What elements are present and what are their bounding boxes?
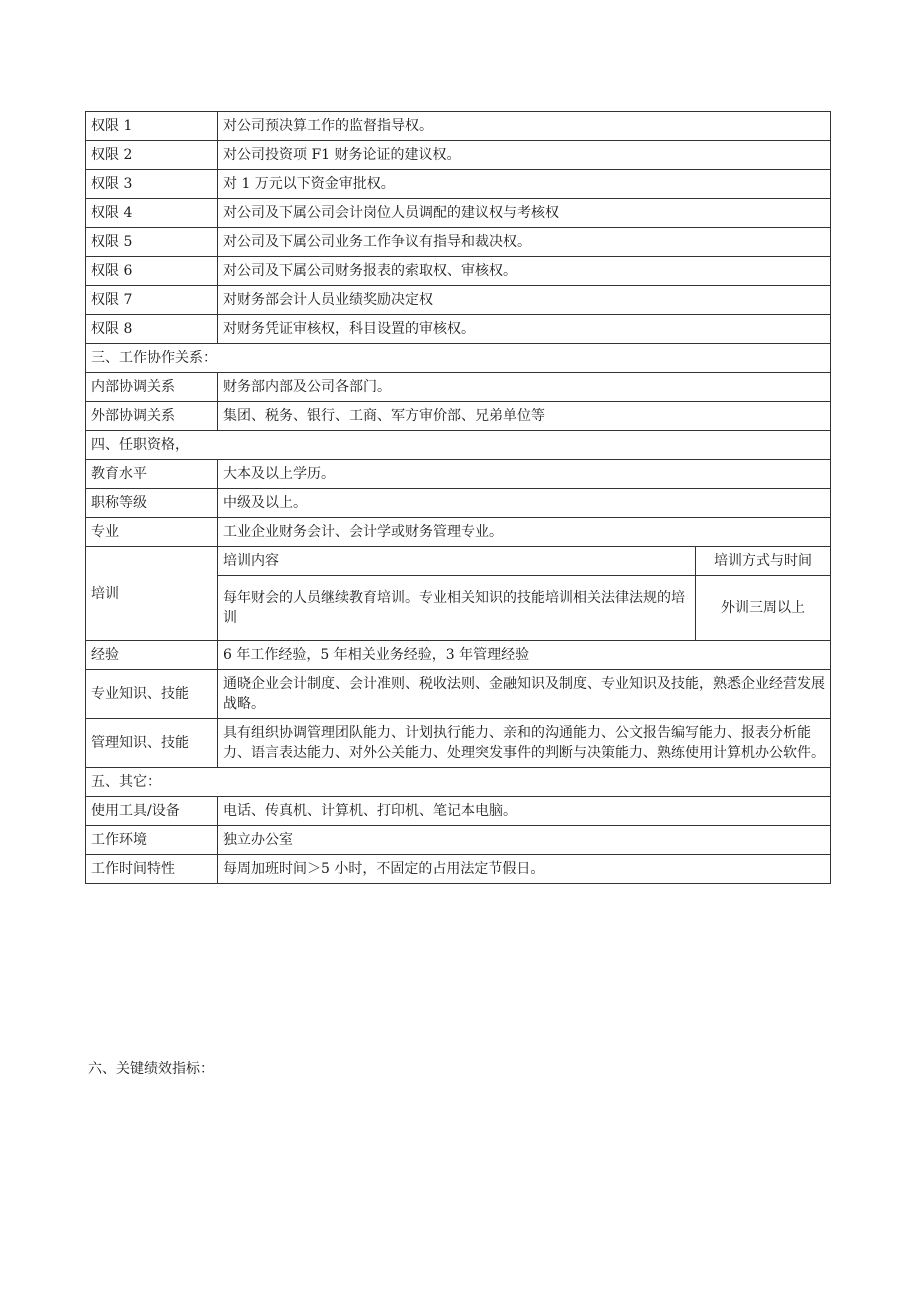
internal-coordination-text: 财务部内部及公司各部门。 [218,373,831,402]
permission-label: 权限 1 [86,112,218,141]
section-heading-row [86,768,831,797]
major-label: 专业 [86,518,218,547]
qualification-row [86,641,831,670]
education-text: 大本及以上学历。 [218,460,831,489]
qualification-row [86,460,831,489]
training-body-row [218,576,830,641]
permission-text: 对公司及下属公司财务报表的索取权、审核权。 [218,257,831,286]
management-skills-label: 管理知识、技能 [86,719,218,768]
permission-text: 对公司预决算工作的监督指导权。 [218,112,831,141]
permission-text: 对公司投资项 F1 财务论证的建议权。 [218,141,831,170]
title-level-label: 职称等级 [86,489,218,518]
section-heading-row [86,431,831,460]
professional-skills-label: 专业知识、技能 [86,670,218,719]
permission-text: 对财务凭证审核权，科目设置的审核权。 [218,315,831,344]
permission-row [86,170,831,199]
permission-text: 对 1 万元以下资金审批权。 [218,170,831,199]
permission-row [86,141,831,170]
work-environment-text: 独立办公室 [218,826,831,855]
permission-row [86,257,831,286]
permission-row [86,228,831,257]
tools-text: 电话、传真机、计算机、打印机、笔记本电脑。 [218,797,831,826]
qualification-row [86,719,831,768]
title-level-text: 中级及以上。 [218,489,831,518]
other-row [86,826,831,855]
coordination-row [86,402,831,431]
qualification-row [86,518,831,547]
section-6-title: 六、关键绩效指标： [88,1061,214,1077]
training-content: 每年财会的人员继续教育培训。专业相关知识的技能培训相关法律法规的培训 [223,590,685,626]
experience-text: 6 年工作经验，5 年相关业务经验，3 年管理经验 [218,641,831,670]
external-coordination-label: 外部协调关系 [86,402,218,431]
other-row [86,855,831,884]
permission-row [86,315,831,344]
permission-label: 权限 2 [86,141,218,170]
permission-label: 权限 4 [86,199,218,228]
permission-text: 对公司及下属公司会计岗位人员调配的建议权与考核权 [218,199,831,228]
training-subtable [218,547,830,640]
work-time-text: 每周加班时间＞5 小时，不固定的占用法定节假日。 [218,855,831,884]
section-heading-row [86,344,831,373]
training-details [218,547,831,641]
qualification-row [86,670,831,719]
work-environment-label: 工作环境 [86,826,218,855]
other-row [86,797,831,826]
tools-label: 使用工具/设备 [86,797,218,826]
permission-label: 权限 8 [86,315,218,344]
permission-row [86,199,831,228]
training-method: 外训三周以上 [696,576,831,641]
permission-text: 对财务部会计人员业绩奖励决定权 [218,286,831,315]
coordination-row [86,373,831,402]
management-skills-text: 具有组织协调管理团队能力、计划执行能力、亲和的沟通能力、公文报告编写能力、报表分析能力、语言表达能力、对外公关能力、处理突发事件的判断与决策能力、熟练使用计算机办公软件。 [218,719,831,768]
section-3-title: 三、工作协作关系： [86,344,831,373]
professional-skills-text: 通晓企业会计制度、会计准则、税收法则、金融知识及制度、专业知识及技能，熟悉企业经营发展战略。 [218,670,831,719]
training-label: 培训 [86,547,218,641]
permission-row [86,112,831,141]
job-description-table [85,111,831,884]
work-time-label: 工作时间特性 [86,855,218,884]
permission-label: 权限 3 [86,170,218,199]
permission-label: 权限 6 [86,257,218,286]
qualification-row [86,489,831,518]
training-header-row [218,547,830,576]
permission-label: 权限 5 [86,228,218,257]
section-4-title: 四、任职资格， [86,431,831,460]
experience-label: 经验 [86,641,218,670]
external-coordination-text: 集团、税务、银行、工商、军方审价部、兄弟单位等 [218,402,831,431]
section-5-title: 五、其它： [86,768,831,797]
education-label: 教育水平 [86,460,218,489]
permission-text: 对公司及下属公司业务工作争议有指导和裁决权。 [218,228,831,257]
training-method-header: 培训方式与时间 [696,547,831,576]
internal-coordination-label: 内部协调关系 [86,373,218,402]
permission-label: 权限 7 [86,286,218,315]
training-content-header: 培训内容 [218,547,696,576]
major-text: 工业企业财务会计、会计学或财务管理专业。 [218,518,831,547]
permission-row [86,286,831,315]
training-row [86,547,831,641]
